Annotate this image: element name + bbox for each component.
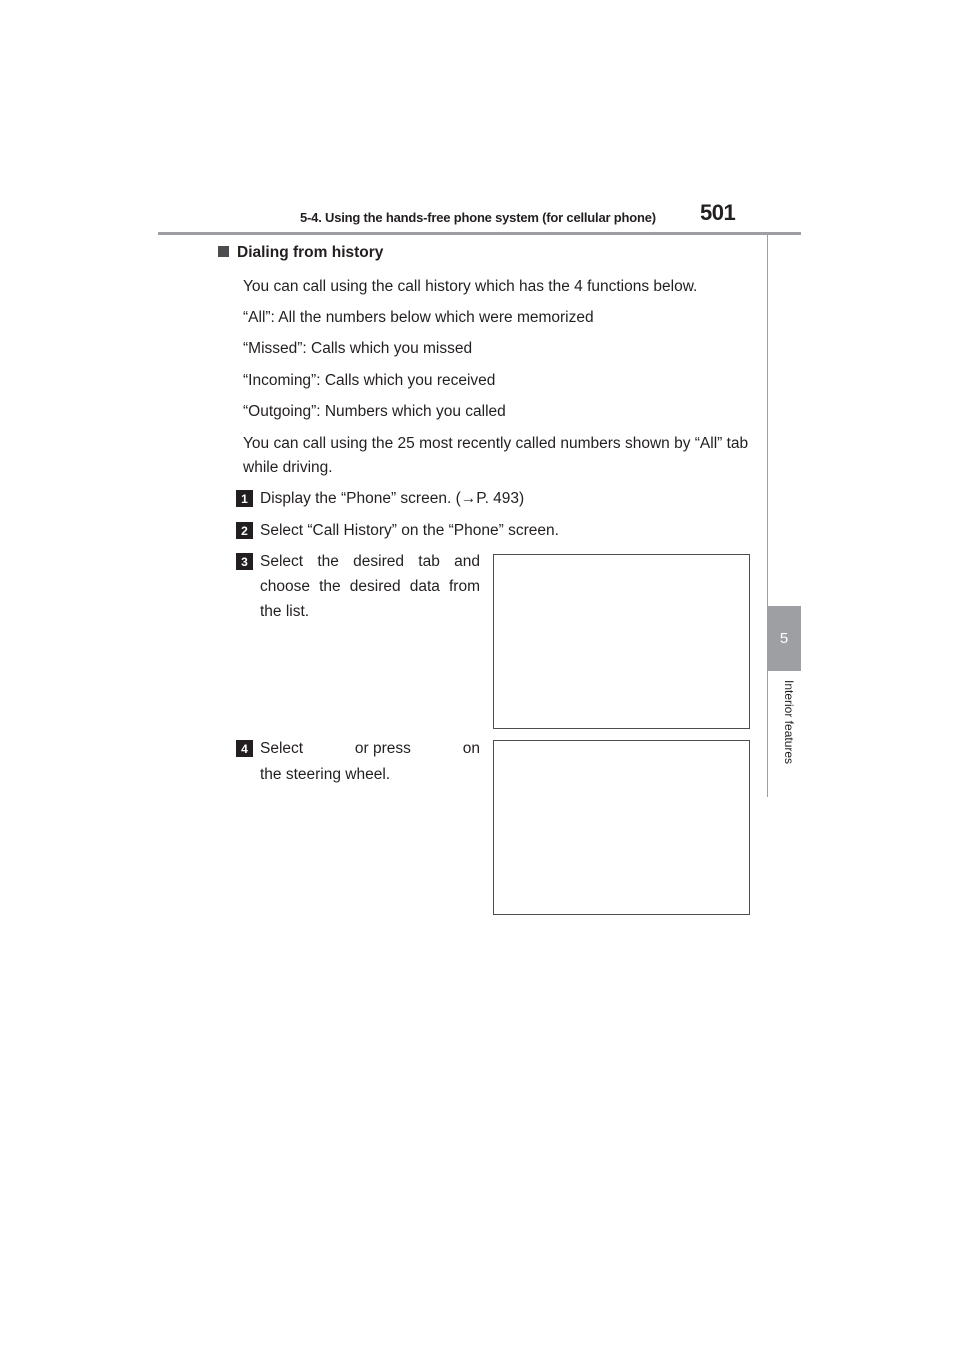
intro-text: You can call using the call history which has the 4 functions below. xyxy=(243,278,698,295)
step-4-select: Select xyxy=(260,740,304,757)
step-badge-4: 4 xyxy=(236,740,253,757)
step-text-2: Select “Call History” on the “Phone” screen. xyxy=(260,522,559,539)
step-text-1: Display the “Phone” screen. (→P. 493) xyxy=(260,490,525,507)
side-tab-line-bottom xyxy=(767,671,768,797)
function-outgoing: “Outgoing”: Numbers which you called xyxy=(243,403,506,420)
step-badge-3: 3 xyxy=(236,553,253,570)
page-number: 501 xyxy=(700,200,736,225)
step-text-4-line-2: the steering wheel. xyxy=(260,766,391,783)
step-4-or-press: or press xyxy=(354,740,411,757)
steering-phone-switch-icon xyxy=(422,736,452,761)
function-all: “All”: All the numbers below which were memorized xyxy=(243,309,594,326)
section-heading xyxy=(218,244,383,262)
function-incoming: “Incoming”: Calls which you received xyxy=(243,372,496,389)
call-button-icon xyxy=(314,736,344,761)
step-badge-2: 2 xyxy=(236,522,253,539)
step-4-on-word: on xyxy=(462,740,480,757)
step-text-4 xyxy=(260,736,480,761)
square-bullet-icon xyxy=(218,246,229,257)
section-heading-text: Dialing from history xyxy=(237,244,384,261)
running-header: 5-4. Using the hands-free phone system (for cellular phone) xyxy=(300,210,656,225)
call-history-screen-illustration xyxy=(493,554,750,729)
side-tab-line-top xyxy=(767,235,768,606)
step-badge-1: 1 xyxy=(236,490,253,507)
chapter-label: Interior features xyxy=(782,680,796,765)
driving-note: You can call using the 25 most recently called numbers shown by “All” tab while driving. xyxy=(243,435,749,476)
step-text-3: Select the desired tab and choose the desired data from the list. xyxy=(260,553,480,620)
chapter-tab xyxy=(767,606,801,671)
header-rule xyxy=(158,232,801,235)
function-missed: “Missed”: Calls which you missed xyxy=(243,340,473,357)
chapter-number: 5 xyxy=(779,630,789,647)
dial-screen-illustration xyxy=(493,740,750,915)
